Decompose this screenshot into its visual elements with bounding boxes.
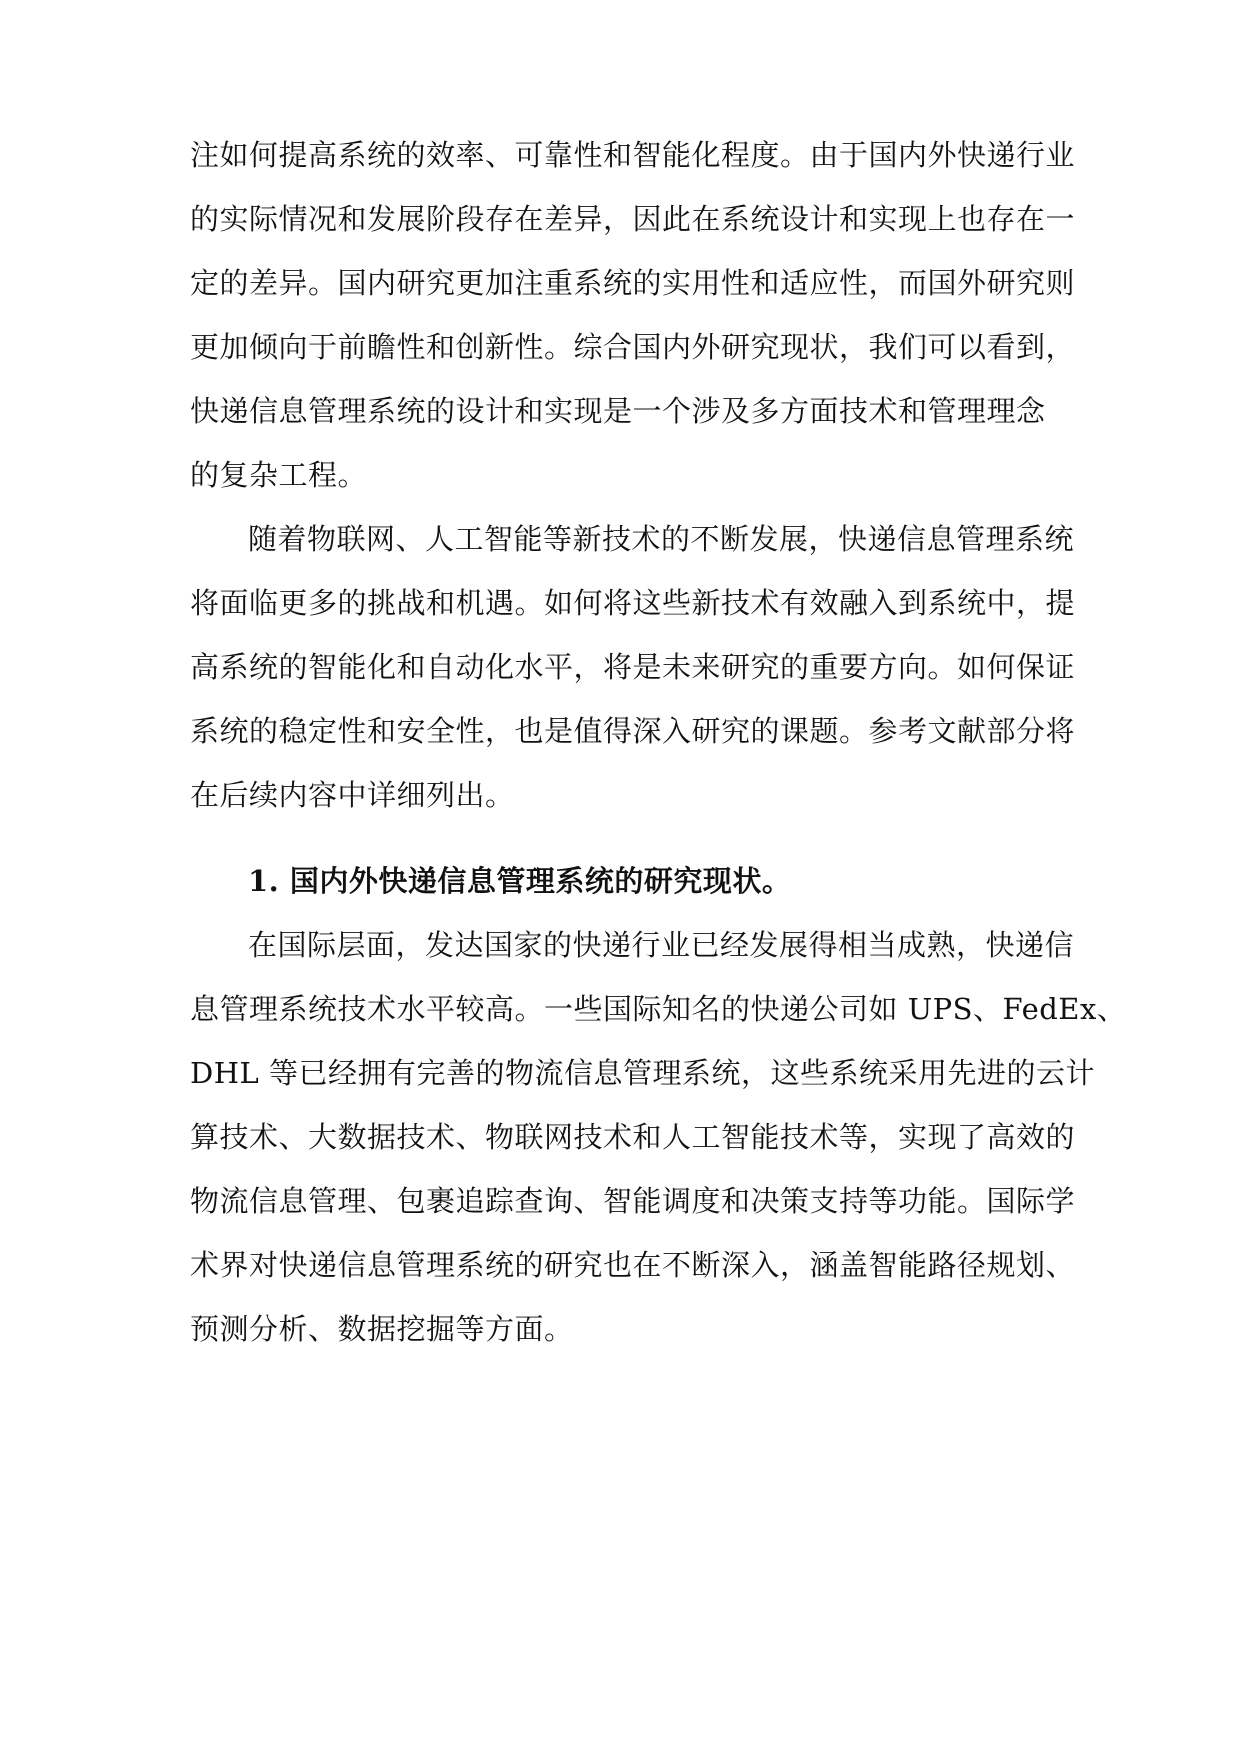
paragraph-line: DHL 等已经拥有完善的物流信息管理系统，这些系统采用先进的云计 [190,1056,1096,1090]
paragraph-line: 更加倾向于前瞻性和创新性。综合国内外研究现状，我们可以看到， [190,330,1076,364]
paragraph-line: 的复杂工程。 [190,458,368,492]
paragraph-line: 术界对快递信息管理系统的研究也在不断深入，涵盖智能路径规划、 [190,1248,1076,1282]
paragraph-line: 息管理系统技术水平较高。一些国际知名的快递公司如 UPS、FedEx、 [190,992,1127,1026]
paragraph-line: 快递信息管理系统的设计和实现是一个涉及多方面技术和管理理念 [190,394,1046,428]
paragraph-line: 随着物联网、人工智能等新技术的不断发展，快递信息管理系统 [248,522,1075,556]
paragraph-line: 预测分析、数据挖掘等方面。 [190,1312,574,1346]
section-heading: 1. 国内外快递信息管理系统的研究现状。 [248,864,792,898]
paragraph-line: 算技术、大数据技术、物联网技术和人工智能技术等，实现了高效的 [190,1120,1076,1154]
paragraph-line: 系统的稳定性和安全性，也是值得深入研究的课题。参考文献部分将 [190,714,1076,748]
paragraph-line: 在国际层面，发达国家的快递行业已经发展得相当成熟，快递信 [248,928,1075,962]
paragraph-line: 注如何提高系统的效率、可靠性和智能化程度。由于国内外快递行业 [190,138,1076,172]
paragraph-line: 物流信息管理、包裹追踪查询、智能调度和决策支持等功能。国际学 [190,1184,1076,1218]
paragraph-line: 将面临更多的挑战和机遇。如何将这些新技术有效融入到系统中，提 [190,586,1076,620]
paragraph-line: 定的差异。国内研究更加注重系统的实用性和适应性，而国外研究则 [190,266,1076,300]
paragraph-line: 在后续内容中详细列出。 [190,778,515,812]
paragraph-line: 的实际情况和发展阶段存在差异，因此在系统设计和实现上也存在一 [190,202,1076,236]
paragraph-line: 高系统的智能化和自动化水平，将是未来研究的重要方向。如何保证 [190,650,1076,684]
